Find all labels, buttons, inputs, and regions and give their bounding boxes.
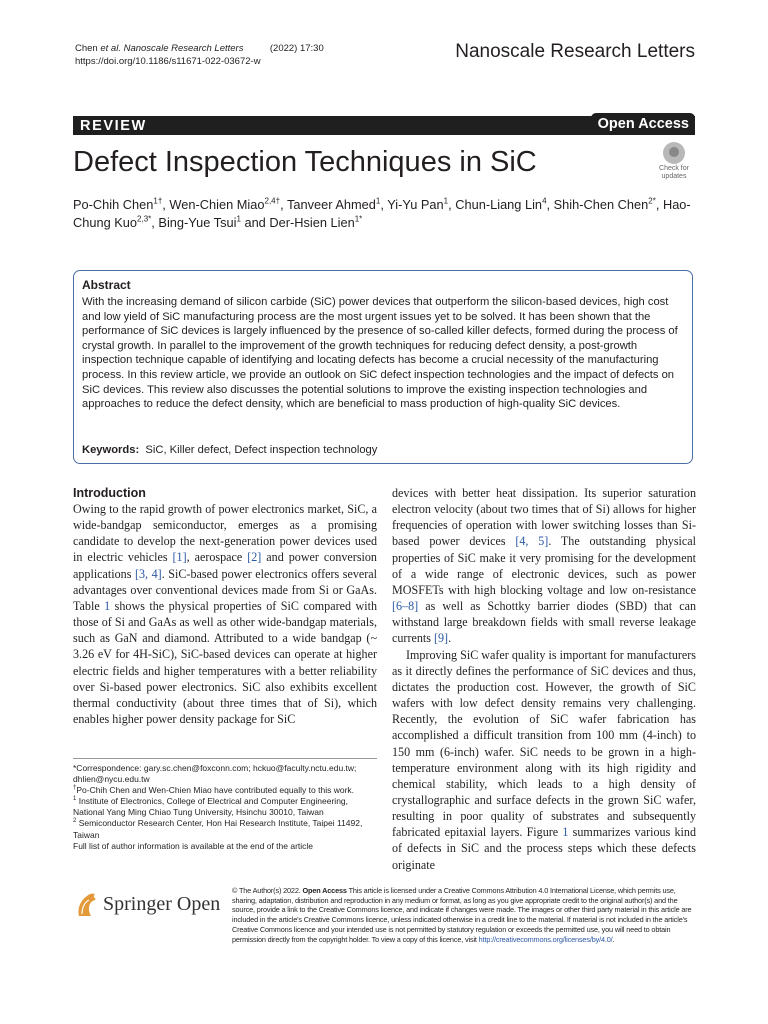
- author-name: Hao-Chung Kuo: [73, 197, 691, 230]
- affiliation-1: $^1$ Institute of Electronics, College of Electrical and Computer Engineering, National Yang Ming Chiao Tung University, Hsinchu 30010, Taiwan: [73, 796, 349, 818]
- keywords: [82, 443, 377, 457]
- citation-header: [75, 42, 324, 68]
- author-name: Chun-Liang Lin: [455, 197, 543, 212]
- body-text: shows the physical properties of SiC compared with those of Si and GaAs as well as other wide-bandgap materials, such as GaN and diamond. Attributed to a wide bandgap (~ 3.26 eV for 4H-SiC), SiC-based devices can operate at higher electric fields and higher temperatures with a better reliability over Si-based power electronics. SiC also exhibits excellent thermal conductivity (about three times that of Si), which enables higher power density package for SiC: [73, 598, 377, 727]
- body-text: and power conversion applications: [73, 550, 377, 581]
- author-name: Po-Chih Chen: [73, 197, 154, 212]
- doi-link[interactable]: https://doi.org/10.1186/s11671-022-03672-w: [75, 56, 261, 67]
- citation-link[interactable]: 1: [562, 825, 569, 840]
- author-affiliation-mark: 1: [375, 196, 381, 206]
- citation-link[interactable]: [2]: [247, 550, 262, 565]
- body-text: . The outstanding physical properties of SiC make it very promising for the development of a wide range of electronic devices, such as power MOSFETs with high blocking voltage and low on-resistance: [392, 534, 696, 597]
- citation-journal: et al. Nanoscale Research Letters: [100, 43, 244, 54]
- springer-open-logo: [73, 888, 223, 924]
- body-text: devices with better heat dissipation. Its superior saturation electron velocity (about two times that of Si) allows for higher frequencies of operation with lower switching losses than Si-based power devices: [392, 486, 696, 549]
- author-name: Wen-Chien Miao: [169, 197, 265, 212]
- equal-contribution-note: †Po-Chih Chen and Wen-Chien Miao have contributed equally to this work.: [73, 785, 355, 796]
- keywords-label: Keywords:: [82, 444, 140, 456]
- open-access-label: Open Access: [597, 116, 689, 132]
- author-name: Der-Hsien Lien: [269, 215, 355, 230]
- author-name: Yi-Yu Pan: [387, 197, 444, 212]
- journal-name: Nanoscale Research Letters: [455, 41, 695, 62]
- body-text: . SiC-based power electronics offers several advantages over conventional devices made from Si or GaAs. Table: [73, 566, 377, 613]
- footnote-divider: [73, 758, 377, 759]
- author-name: Shih-Chen Chen: [553, 197, 649, 212]
- author-list: Po-Chih Chen$^{1\dagger}$, Wen-Chien Miao$^{2,4\dagger}$, Tanveer Ahmed$^1$, Yi-Yu Pan$^1$, Chun-Liang Lin$^4$, Shih-Chen Chen$^{2*}$, Hao-Chung Kuo$^{2,3*}$, Bing-Yue Tsui$^1$ and Der-Hsien Lien$^{1*}$: [73, 196, 691, 230]
- intro-paragraph-3: [392, 647, 696, 873]
- body-column-right: [392, 485, 696, 873]
- author-affiliation-mark: 2,3*: [137, 214, 152, 224]
- body-text: .: [448, 631, 452, 646]
- body-column-left: [73, 501, 377, 727]
- body-text: summarizes various kind of defects in SiC and the process steps which these defects originate: [392, 825, 697, 872]
- check-updates-text: Check for updates: [659, 165, 689, 180]
- body-text: , aerospace: [186, 550, 248, 565]
- article-title: Defect Inspection Techniques in SiC: [73, 146, 537, 178]
- author-affiliation-mark: 4: [542, 196, 547, 206]
- affiliation-2: $^2$ Semiconductor Research Center, Hon Hai Research Institute, Taipei 11492, Taiwan: [73, 818, 363, 840]
- author-affiliation-mark: 1†: [153, 196, 163, 206]
- footnotes: [73, 763, 377, 852]
- citation-link[interactable]: [6–8]: [392, 599, 419, 614]
- check-updates-icon: [663, 142, 685, 164]
- author-info-note: Full list of author information is available at the end of the article: [73, 840, 314, 851]
- abstract-text: With the increasing demand of silicon carbide (SiC) power devices that outperform the silicon-based devices, high cost and low yield of SiC manufacturing process are the most urgent issues yet to be solved. It has been shown that the performance of SiC devices is largely influenced by the presence of so-called killer defects, formed during the process of crystal growth. In parallel to the improvement of the growth techniques for reducing defect density, a post-growth inspection technique capable of identifying and locating defects has become a crucial necessity of the manufacturing process. In this review article, we provide an outlook on SiC defect inspection technologies and the impact of defects on SiC devices. This review also discusses the potential solutions to improve the existing inspection technologies and approaches to reduce the defect density, which are beneficial to mass production of high-quality SiC devices.: [82, 296, 678, 411]
- author-affiliation-mark: 2*: [648, 196, 656, 206]
- springer-open-wordmark: Springer Open: [103, 893, 221, 915]
- author-name: Tanveer Ahmed: [286, 197, 376, 212]
- keywords-value: SiC, Killer defect, Defect inspection technology: [145, 444, 378, 456]
- article-type-label: REVIEW: [80, 118, 147, 134]
- author-affiliation-mark: 1*: [354, 214, 363, 224]
- citation-link[interactable]: 1: [104, 598, 111, 613]
- author-affiliation-mark: 1: [443, 196, 449, 206]
- body-text: Improving SiC wafer quality is important for manufacturers as it directly defines the performance of SiC devices and thus, dictates the production cost. However, the growth of SiC wafers with low defect density remains very challenging. Recently, the evolution of SiC wafer fabrication has accomplished a difficult transition from 100 mm (4-inch) to 150 mm (6-inch) wafer. SiC needs to be grown in a high-temperature environment along with its high rigidity and chemical stability, which leads to a high density of crystallographic and surface defects in the grown SiC wafer, resulting in poor quality of substrates and subsequently fabricated epitaxial layers. Figure: [392, 647, 696, 840]
- intro-paragraph-1: [73, 501, 377, 727]
- section-heading-introduction: Introduction: [73, 486, 146, 500]
- author-name: Bing-Yue Tsui: [158, 215, 237, 230]
- license-link[interactable]: http://creativecommons.org/licenses/by/4.0/: [478, 934, 613, 944]
- citation-authors: Chen: [75, 43, 101, 54]
- author-affiliation-mark: 2,4†: [264, 196, 281, 206]
- body-text: Owing to the rapid growth of power electronics market, SiC, a wide-bandgap semiconductor, emerges as a promising candidate to develop the next-generation power devices used in electric vehicles: [73, 502, 377, 565]
- springer-horse-icon: [73, 890, 101, 920]
- author-affiliation-mark: 1: [236, 214, 241, 224]
- license-statement: © The Author(s) 2022. Open Access This article is licensed under a Creative Commons Attribution 4.0 International License, which permits use, sharing, adaptation, distribution and reproduction in any medium or format, as long as you give appropriate credit to the original author(s) and the source, provide a link to the Creative Commons licence, and indicate if changes were made. The images or other third party material in this article are included in the article's Creative Commons licence, unless indicated otherwise in a credit line to the material. If material is not included in the article's Creative Commons licence and your intended use is not permitted by statutory regulation or exceeds the permitted use, you will need to obtain permission directly from the copyright holder. To view a copy of this licence, visit http://creativecommons.org/licenses/by/4.0/.: [232, 886, 692, 944]
- citation-link[interactable]: [3, 4]: [134, 566, 162, 581]
- citation-link[interactable]: [4, 5]: [515, 534, 549, 549]
- abstract-heading: Abstract: [82, 278, 131, 292]
- body-text: as well as Schottky barrier diodes (SBD) that can withstand large breakdown fields with small reverse leakage currents: [392, 599, 696, 646]
- citation-link[interactable]: [1]: [172, 550, 187, 565]
- citation-year: (2022) 17:30: [269, 43, 324, 54]
- citation-link[interactable]: [9]: [433, 631, 449, 646]
- correspondence-note: *Correspondence: gary.sc.chen@foxconn.com; hckuo@faculty.nctu.edu.tw; dhlien@nycu.edu.tw: [73, 763, 357, 785]
- check-for-updates-badge[interactable]: [653, 140, 695, 180]
- intro-paragraph-2: [392, 485, 696, 647]
